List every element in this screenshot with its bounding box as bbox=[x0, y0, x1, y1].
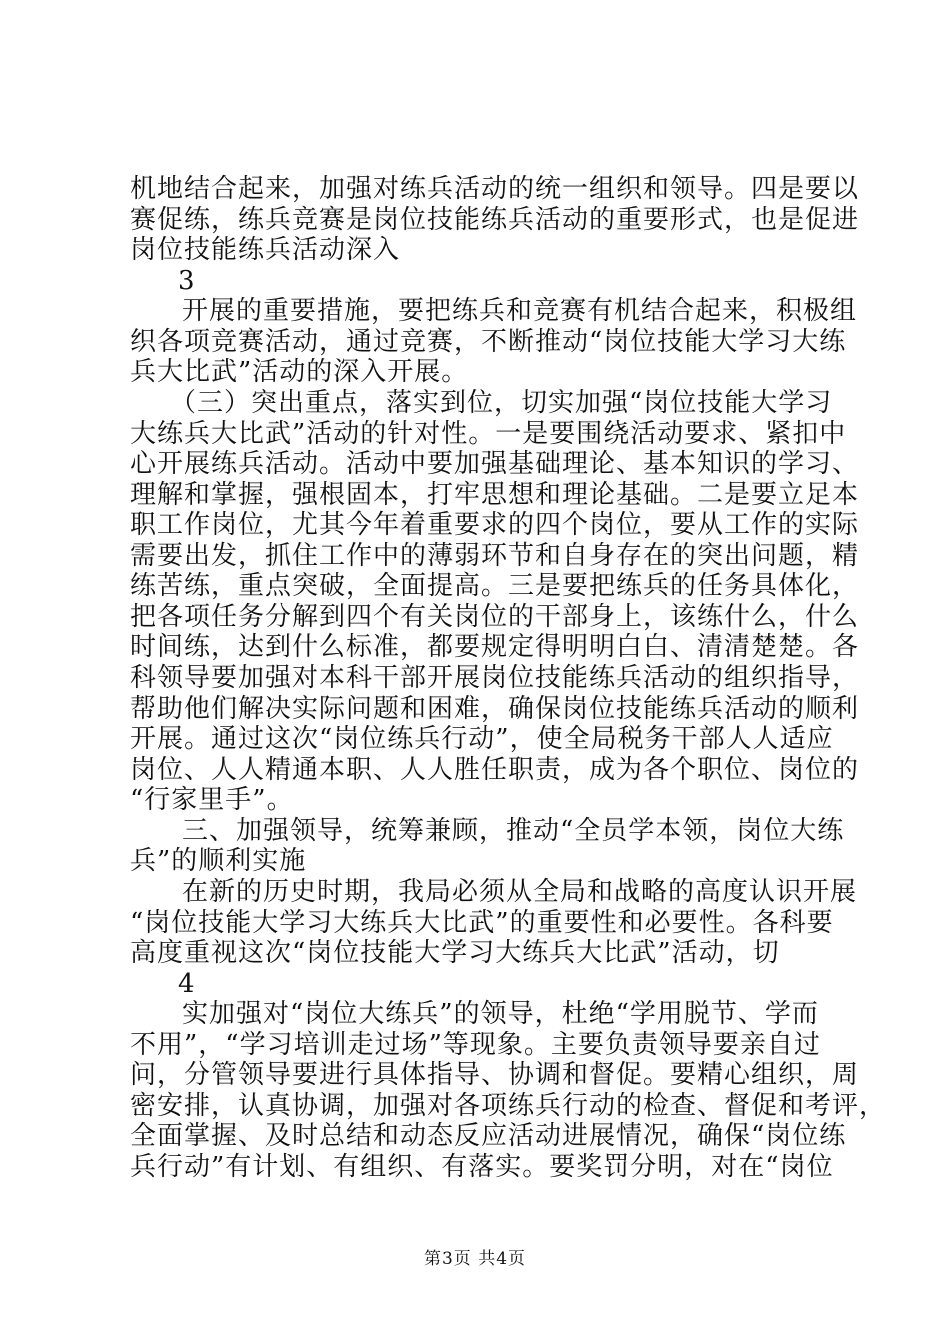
text-line: 需要出发，抓住工作中的薄弱环节和自身存在的突出问题，精 bbox=[130, 541, 860, 571]
page-number-marker: 3 bbox=[178, 266, 196, 296]
text-line: 织各项竞赛活动，通过竞赛，不断推动“岗位技能大学习大练 bbox=[130, 327, 847, 357]
text-line: 职工作岗位，尤其今年着重要求的四个岗位，要从工作的实际 bbox=[130, 510, 860, 540]
text-line: 兵”的顺利实施 bbox=[130, 846, 307, 876]
section-heading: （三）突出重点，落实到位，切实加强“岗位技能大学习 bbox=[170, 388, 833, 418]
text-line: 兵大比武”活动的深入开展。 bbox=[130, 357, 469, 387]
text-line: 岗位、人人精通本职、人人胜任职责，成为各个职位、岗位的 bbox=[130, 755, 860, 785]
page-footer: 第3页 共4页 bbox=[423, 1249, 527, 1269]
text-line: 机地结合起来，加强对练兵活动的统一组织和领导。四是要以 bbox=[130, 174, 860, 204]
text-line: 科领导要加强对本科干部开展岗位技能练兵活动的组织指导， bbox=[130, 663, 860, 693]
text-line: 理解和掌握，强根固本，打牢思想和理论基础。二是要立足本 bbox=[130, 480, 860, 510]
text-line: 练苦练，重点突破，全面提高。三是要把练兵的任务具体化， bbox=[130, 571, 860, 601]
text-line: 不用”，“学习培训走过场”等现象。主要负责领导要亲自过 bbox=[130, 1030, 821, 1060]
page-number-marker: 4 bbox=[178, 969, 196, 999]
text-line: 开展的重要措施，要把练兵和竞赛有机结合起来，积极组 bbox=[182, 296, 858, 326]
text-line: 帮助他们解决实际问题和困难，确保岗位技能练兵活动的顺利 bbox=[130, 694, 860, 724]
text-line: 开展。通过这次“岗位练兵行动”，使全局税务干部人人适应 bbox=[130, 724, 834, 754]
text-line: 把各项任务分解到四个有关岗位的干部身上，该练什么，什么 bbox=[130, 602, 860, 632]
text-line: 问，分管领导要进行具体指导、协调和督促。要精心组织，周 bbox=[130, 1060, 860, 1090]
text-line: 大练兵大比武”活动的针对性。一是要围绕活动要求、紧扣中 bbox=[130, 419, 847, 449]
section-heading: 三、加强领导，统筹兼顾，推动“全员学本领，岗位大练 bbox=[182, 816, 845, 846]
text-line: “行家里手”。 bbox=[130, 785, 294, 815]
text-line: 实加强对“岗位大练兵”的领导，杜绝“学用脱节、学而 bbox=[182, 999, 819, 1029]
text-line: 密安排，认真协调，加强对各项练兵行动的检查、督促和考评， bbox=[130, 1091, 887, 1121]
text-line: 时间练，达到什么标准，都要规定得明明白白、清清楚楚。各 bbox=[130, 632, 860, 662]
text-line: 赛促练，练兵竞赛是岗位技能练兵活动的重要形式，也是促进 bbox=[130, 205, 860, 235]
text-line: 心开展练兵活动。活动中要加强基础理论、基本知识的学习、 bbox=[130, 449, 860, 479]
text-line: 岗位技能练兵活动深入 bbox=[130, 235, 401, 265]
text-line: “岗位技能大学习大练兵大比武”的重要性和必要性。各科要 bbox=[130, 908, 834, 938]
text-line: 在新的历史时期，我局必须从全局和战略的高度认识开展 bbox=[182, 877, 858, 907]
text-line: 高度重视这次“岗位技能大学习大练兵大比武”活动，切 bbox=[130, 938, 780, 968]
text-line: 全面掌握、及时总结和动态反应活动进展情况，确保“岗位练 bbox=[130, 1121, 847, 1151]
text-line: 兵行动”有计划、有组织、有落实。要奖罚分明，对在“岗位 bbox=[130, 1152, 834, 1182]
